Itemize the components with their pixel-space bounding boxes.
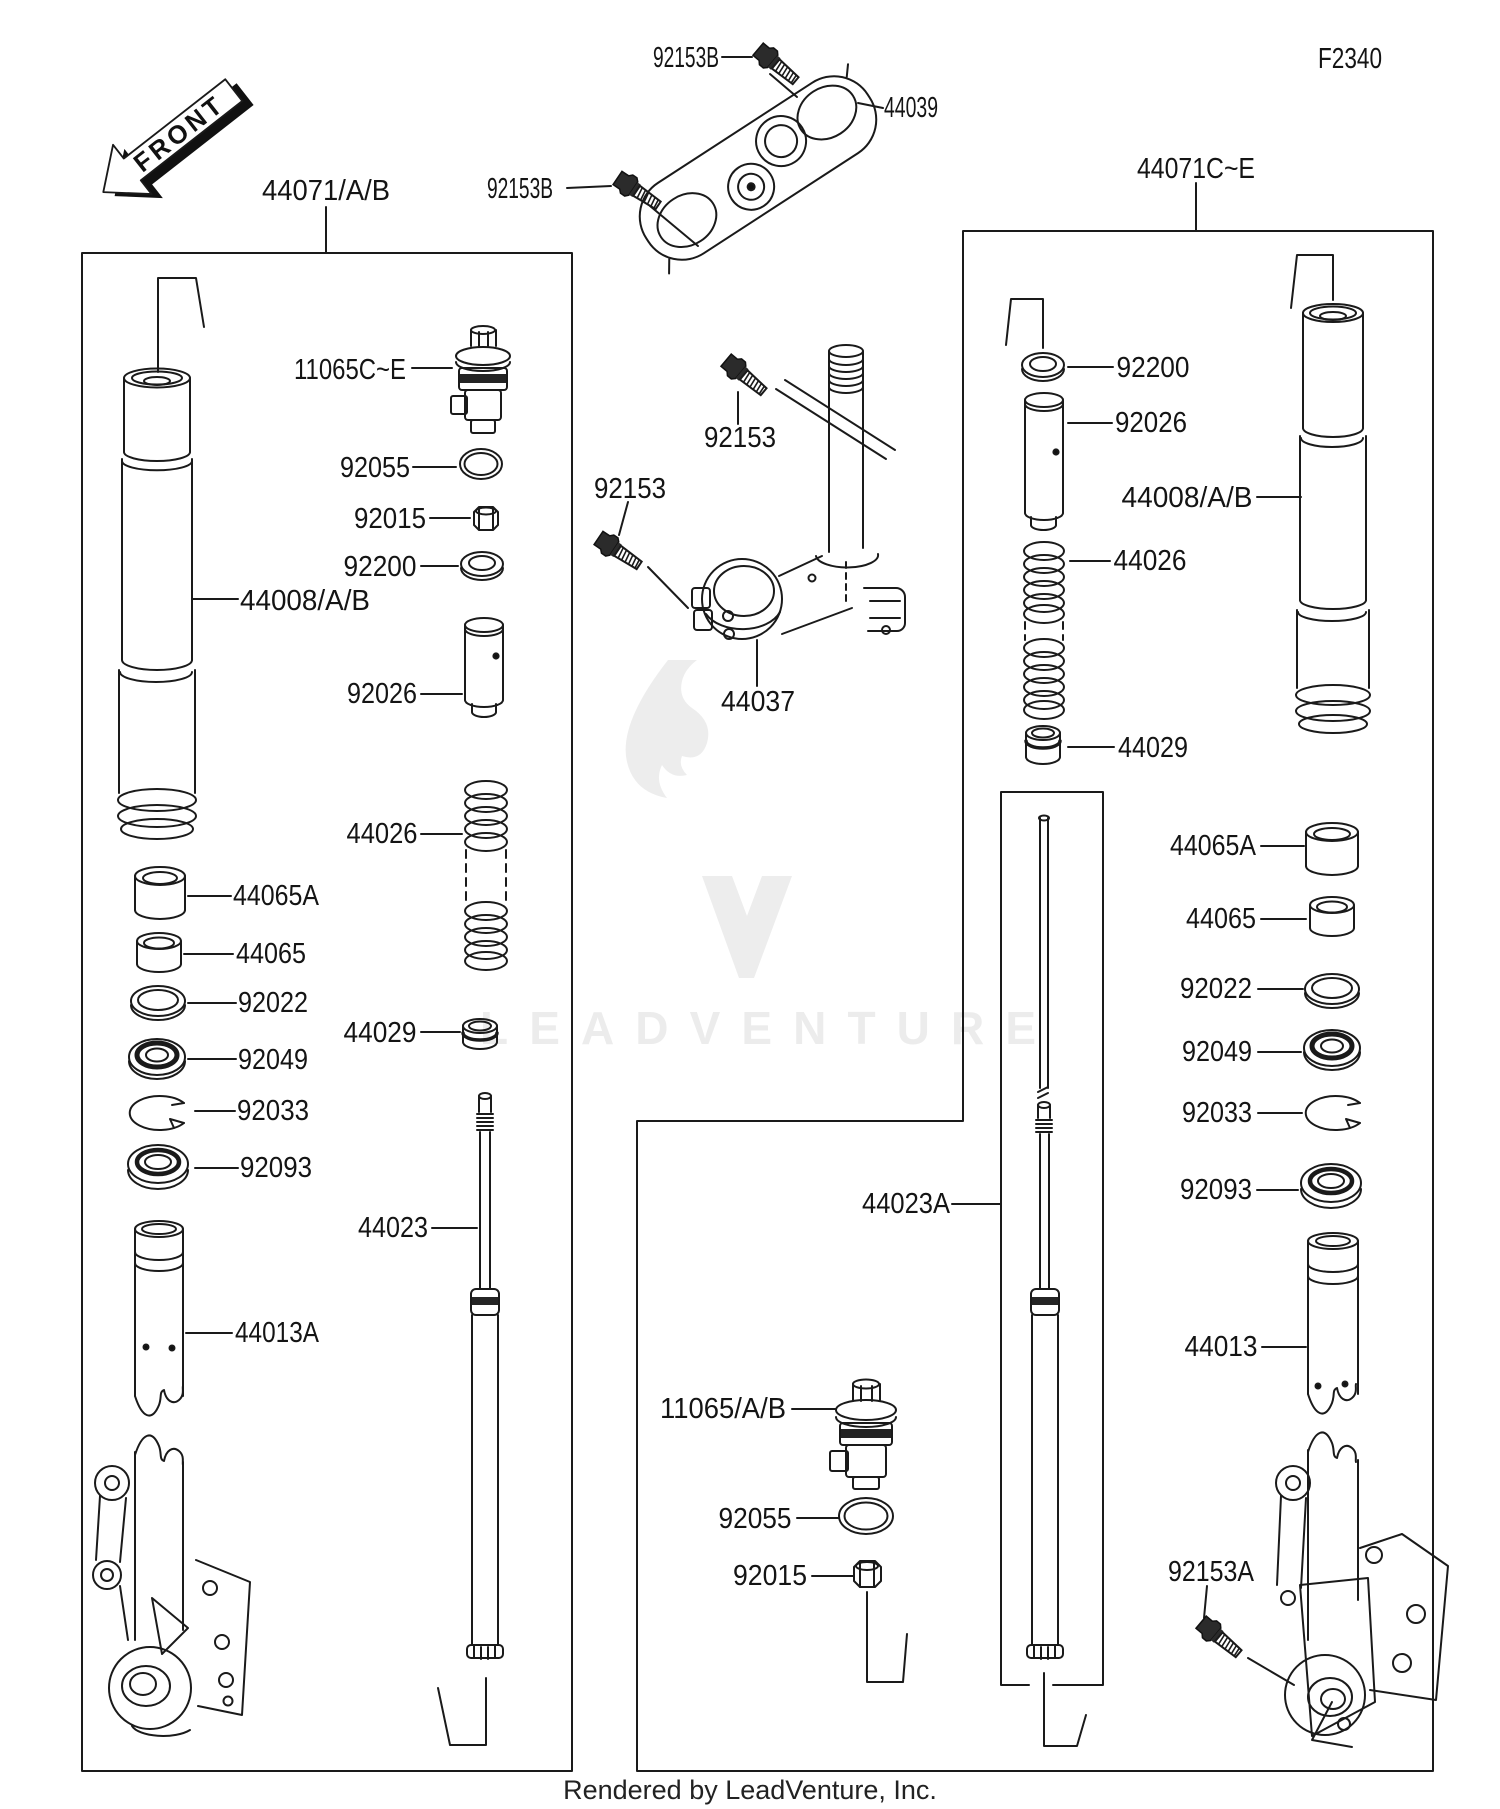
watermark-flame-icon xyxy=(626,660,709,798)
label-44039[interactable]: 44039 xyxy=(884,92,938,124)
label-44037[interactable]: 44037 xyxy=(721,686,795,718)
label-92022-left[interactable]: 92022 xyxy=(238,987,308,1019)
label-44065-left[interactable]: 44065 xyxy=(236,938,306,970)
label-11065ce[interactable]: 11065C~E xyxy=(294,354,406,386)
label-44026-right[interactable]: 44026 xyxy=(1113,545,1187,577)
label-92093-right[interactable]: 92093 xyxy=(1180,1174,1252,1206)
left-piston-rod-drawing xyxy=(467,1093,503,1659)
label-92153-upper[interactable]: 92153 xyxy=(704,422,776,454)
right-piston-rod-drawing xyxy=(1027,816,1063,1660)
left-cylinder-unit-drawing xyxy=(465,618,503,717)
label-92015-left[interactable]: 92015 xyxy=(354,503,426,535)
right-oil-seal-drawing xyxy=(1304,1030,1360,1070)
hex-bolt-icon-stem-upper xyxy=(719,352,771,400)
label-92049-right[interactable]: 92049 xyxy=(1182,1036,1252,1068)
upper-triple-clamp-drawing xyxy=(624,61,891,275)
left-guide-bush-drawing xyxy=(135,867,185,919)
front-arrow-label: FRONT xyxy=(128,90,231,179)
label-right-assembly[interactable]: 44071C~E xyxy=(1137,153,1255,185)
label-92033-left[interactable]: 92033 xyxy=(237,1095,309,1127)
label-44013a-left[interactable]: 44013A xyxy=(235,1317,320,1349)
center-oring-drawing xyxy=(839,1498,893,1534)
right-circlip-drawing xyxy=(1306,1096,1360,1130)
front-arrow xyxy=(84,62,264,225)
label-44029-left[interactable]: 44029 xyxy=(343,1017,417,1049)
left-nut-drawing xyxy=(474,507,498,530)
hex-bolt-icon-axle xyxy=(1194,1614,1246,1662)
label-92153b-left[interactable]: 92153B xyxy=(487,173,553,205)
right-spring-seat-drawing xyxy=(1026,726,1060,764)
right-ring-washer-drawing xyxy=(1305,974,1359,1008)
left-bush-drawing xyxy=(137,933,181,972)
label-92153a-right[interactable]: 92153A xyxy=(1168,1556,1255,1588)
left-fork-cap-drawing xyxy=(451,326,510,433)
label-92022-right[interactable]: 92022 xyxy=(1180,973,1252,1005)
right-bush-drawing xyxy=(1310,897,1354,936)
right-outer-fork-tube-drawing xyxy=(1296,304,1370,733)
fiche-code-label: F2340 xyxy=(1318,43,1382,75)
label-92026-right[interactable]: 92026 xyxy=(1115,407,1187,439)
inner-rod-box xyxy=(1001,792,1103,1685)
left-oring-drawing xyxy=(460,449,502,479)
label-44013-right[interactable]: 44013 xyxy=(1184,1331,1258,1363)
label-44008-right[interactable]: 44008/A/B xyxy=(1121,482,1253,514)
label-92049-left[interactable]: 92049 xyxy=(238,1044,308,1076)
footer-credit: Rendered by LeadVenture, Inc. xyxy=(563,1775,937,1805)
label-92015-center[interactable]: 92015 xyxy=(733,1560,807,1592)
label-44023-left[interactable]: 44023 xyxy=(358,1212,428,1244)
left-dust-seal-drawing xyxy=(128,1145,188,1189)
right-washer-drawing xyxy=(1022,353,1064,381)
right-cylinder-unit-drawing xyxy=(1025,393,1063,530)
left-spring-drawing xyxy=(465,781,507,970)
right-spring-drawing xyxy=(1024,542,1064,719)
label-44023a-center[interactable]: 44023A xyxy=(862,1188,951,1220)
right-guide-bush-drawing xyxy=(1306,823,1358,875)
left-washer-drawing xyxy=(461,552,503,580)
label-left-assembly[interactable]: 44071/A/B xyxy=(262,175,390,207)
right-axle-bracket-drawing xyxy=(1276,1466,1448,1747)
label-44026-left[interactable]: 44026 xyxy=(346,818,418,850)
label-44008-left[interactable]: 44008/A/B xyxy=(240,585,370,617)
leader-lines xyxy=(184,57,1306,1685)
label-92033-right[interactable]: 92033 xyxy=(1182,1097,1252,1129)
label-44029-right[interactable]: 44029 xyxy=(1118,732,1188,764)
leadventure-watermark xyxy=(480,660,1036,1054)
watermark-v-icon xyxy=(702,876,792,978)
left-inner-tube-drawing xyxy=(135,1221,183,1640)
watermark-text: LEADVENTURE xyxy=(480,1002,1036,1054)
left-outer-fork-tube-drawing xyxy=(118,369,196,840)
label-92200-left[interactable]: 92200 xyxy=(343,551,417,583)
label-92153-lower[interactable]: 92153 xyxy=(594,473,666,505)
left-axle-bracket-drawing xyxy=(93,1466,250,1736)
label-44065a-left[interactable]: 44065A xyxy=(233,880,320,912)
label-44065a-right[interactable]: 44065A xyxy=(1170,830,1257,862)
hex-bolt-icon-top xyxy=(751,41,803,89)
left-oil-seal-drawing xyxy=(129,1039,185,1079)
label-92093-left[interactable]: 92093 xyxy=(240,1152,312,1184)
label-92200-right[interactable]: 92200 xyxy=(1116,352,1190,384)
label-92055-center[interactable]: 92055 xyxy=(718,1503,792,1535)
center-nut-drawing xyxy=(854,1561,881,1587)
center-fork-cap-drawing xyxy=(830,1380,896,1490)
label-11065ab-center[interactable]: 11065/A/B xyxy=(660,1393,786,1425)
label-92055-left[interactable]: 92055 xyxy=(340,452,410,484)
label-92153b-top[interactable]: 92153B xyxy=(653,42,719,74)
right-dust-seal-drawing xyxy=(1301,1164,1361,1208)
hex-bolt-icon-left xyxy=(611,169,664,215)
label-44065-right[interactable]: 44065 xyxy=(1186,903,1256,935)
label-92026-left[interactable]: 92026 xyxy=(347,678,417,710)
left-circlip-drawing xyxy=(130,1096,184,1130)
left-ring-washer-drawing xyxy=(131,986,185,1020)
